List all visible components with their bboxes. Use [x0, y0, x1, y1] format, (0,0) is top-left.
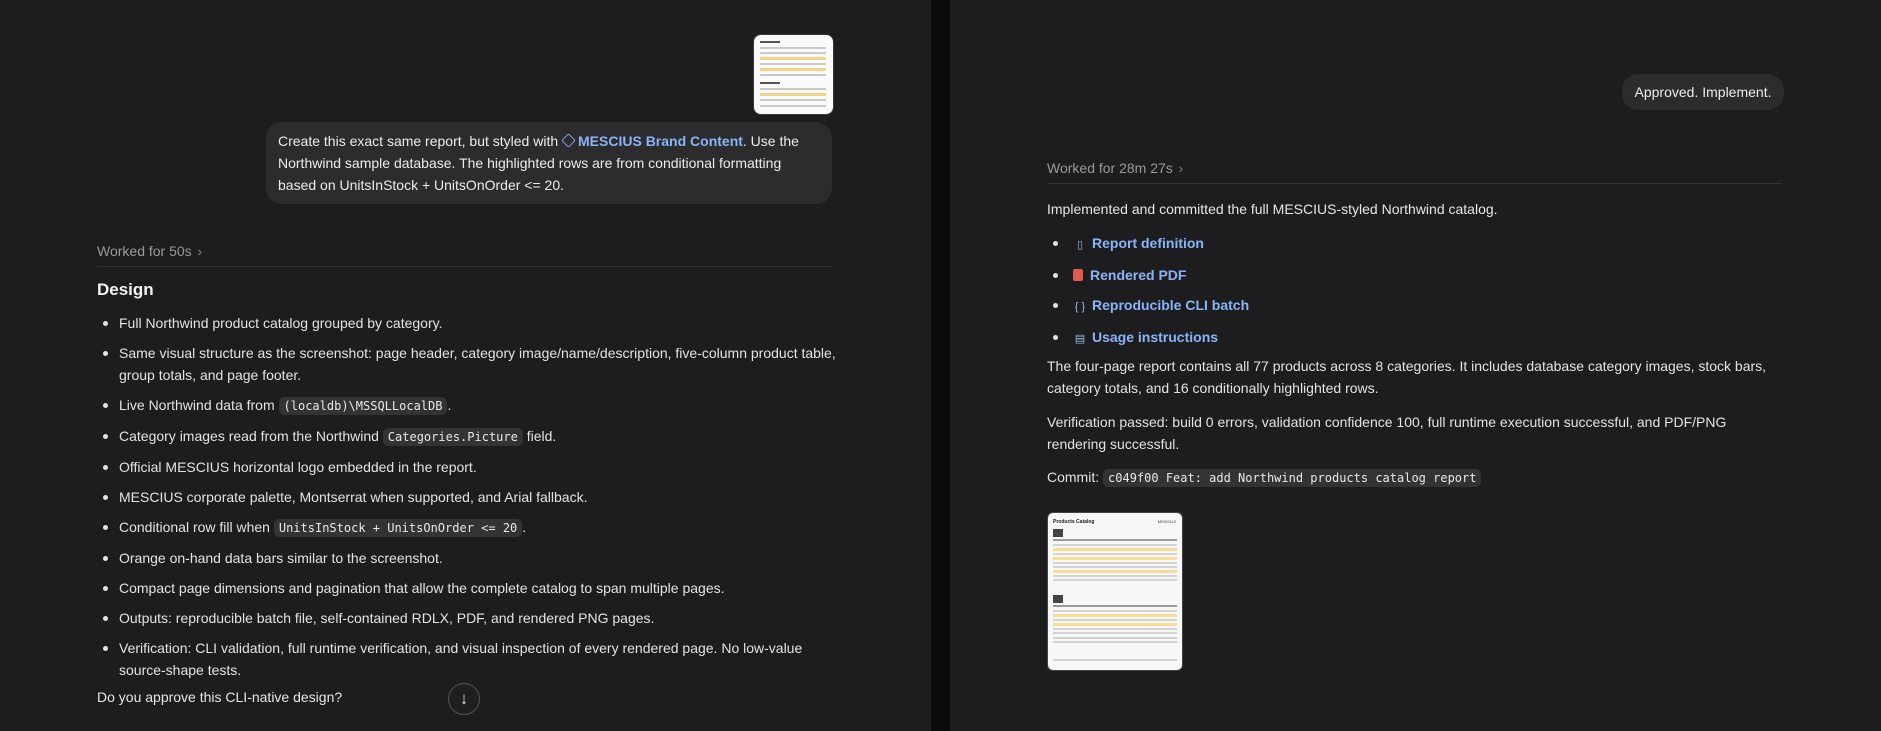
report-summary-paragraph: The four-page report contains all 77 products across 8 categories. It includes database category images, stock bars, category totals, and 16 conditionally highlighted rows.: [1047, 358, 1767, 396]
list-item-text: Live Northwind data from: [119, 397, 279, 413]
list-item-text: Conditional row fill when: [119, 519, 274, 535]
list-item-text: field.: [522, 428, 557, 444]
divider: [1047, 183, 1782, 184]
arrow-down-icon: ↓: [459, 689, 469, 708]
right-chat-panel: [950, 0, 1881, 731]
document-icon: ▤: [1074, 333, 1086, 345]
preview-title: Products Catalog: [1053, 519, 1095, 525]
panel-gap: [931, 0, 950, 731]
worked-duration-toggle[interactable]: [1047, 160, 1183, 176]
brand-content-link[interactable]: MESCIUS Brand Content: [578, 133, 743, 149]
cli-batch-link[interactable]: Reproducible CLI batch: [1092, 297, 1250, 313]
user-request-bubble: [266, 122, 832, 204]
list-item: Verification: CLI validation, full runtime verification, and visual inspection of every rendered page. No low-value source-shape tests.: [119, 637, 839, 681]
list-item: Official MESCIUS horizontal logo embedded in the report.: [119, 456, 839, 478]
left-chat-panel: [0, 0, 931, 731]
list-item: [119, 394, 839, 417]
request-text-after: . Use the Northwind sample database. The highlighted rows are from conditional formatting based on UnitsInStock + UnitsOnOrder <= 20.: [278, 133, 799, 193]
rendered-report-preview[interactable]: [1047, 512, 1183, 671]
rendered-pdf-link[interactable]: Rendered PDF: [1090, 267, 1187, 283]
request-text-before: Create this exact same report, but styled with: [278, 133, 563, 149]
category-image: [1053, 595, 1063, 603]
inline-code: (localdb)\MSSQLLocalDB: [279, 397, 448, 415]
artifact-link-list: [1047, 232, 1249, 358]
list-item: Compact page dimensions and pagination that allow the complete catalog to span multiple pages.: [119, 577, 839, 599]
worked-duration-label: Worked for 28m 27s: [1047, 160, 1173, 176]
commit-line: [1047, 466, 1787, 489]
list-item: [119, 516, 839, 539]
list-item: Full Northwind product catalog grouped by category.: [119, 312, 839, 334]
commit-label: Commit:: [1047, 469, 1100, 485]
approval-question: Do you approve this CLI-native design?: [97, 689, 343, 705]
category-image: [1053, 529, 1063, 537]
verification-paragraph: Verification passed: build 0 errors, validation confidence 100, full runtime execution successful, and PDF/PNG rendering successful.: [1047, 414, 1727, 452]
design-heading: Design: [97, 280, 154, 299]
worked-duration-label: Worked for 50s: [97, 243, 192, 259]
worked-duration-toggle[interactable]: [97, 243, 202, 259]
scroll-to-bottom-button[interactable]: [448, 683, 480, 715]
list-item: Same visual structure as the screenshot: page header, category image/name/description, five-column product table, group totals, and page footer.: [119, 342, 839, 386]
list-item-text: .: [447, 397, 452, 413]
attached-report-thumbnail[interactable]: [753, 34, 834, 115]
pdf-icon: [1073, 269, 1083, 281]
list-item: Orange on-hand data bars similar to the screenshot.: [119, 547, 839, 569]
user-approval-bubble: [1622, 74, 1784, 110]
file-icon: ▯: [1076, 239, 1084, 251]
usage-instructions-link[interactable]: Usage instructions: [1092, 329, 1219, 345]
summary-text: Implemented and committed the full MESCIUS-styled Northwind catalog.: [1047, 201, 1498, 217]
list-item[interactable]: [1073, 294, 1249, 318]
report-definition-link[interactable]: Report definition: [1092, 235, 1204, 251]
list-item: [119, 425, 839, 448]
chevron-right-icon: ›: [1178, 161, 1184, 176]
list-item[interactable]: [1073, 326, 1249, 350]
chevron-right-icon: ›: [197, 244, 203, 259]
divider: [97, 266, 832, 267]
list-item-text: .: [522, 519, 527, 535]
list-item: MESCIUS corporate palette, Montserrat when supported, and Arial fallback.: [119, 486, 839, 508]
code-braces-icon: { }: [1074, 301, 1086, 313]
list-item: Outputs: reproducible batch file, self-contained RDLX, PDF, and rendered PNG pages.: [119, 607, 839, 629]
brand-content-icon: [561, 133, 575, 147]
list-item[interactable]: [1073, 232, 1249, 256]
inline-code: Categories.Picture: [383, 428, 523, 446]
approval-text: Approved. Implement.: [1634, 84, 1772, 100]
design-bullet-list: [97, 312, 839, 689]
preview-logo: MESCIUS: [1157, 519, 1176, 524]
list-item-text: Category images read from the Northwind: [119, 428, 383, 444]
list-item[interactable]: [1073, 264, 1249, 286]
inline-code: UnitsInStock + UnitsOnOrder <= 20: [274, 519, 522, 537]
commit-code: c049f00 Feat: add Northwind products catalog report: [1103, 469, 1481, 487]
